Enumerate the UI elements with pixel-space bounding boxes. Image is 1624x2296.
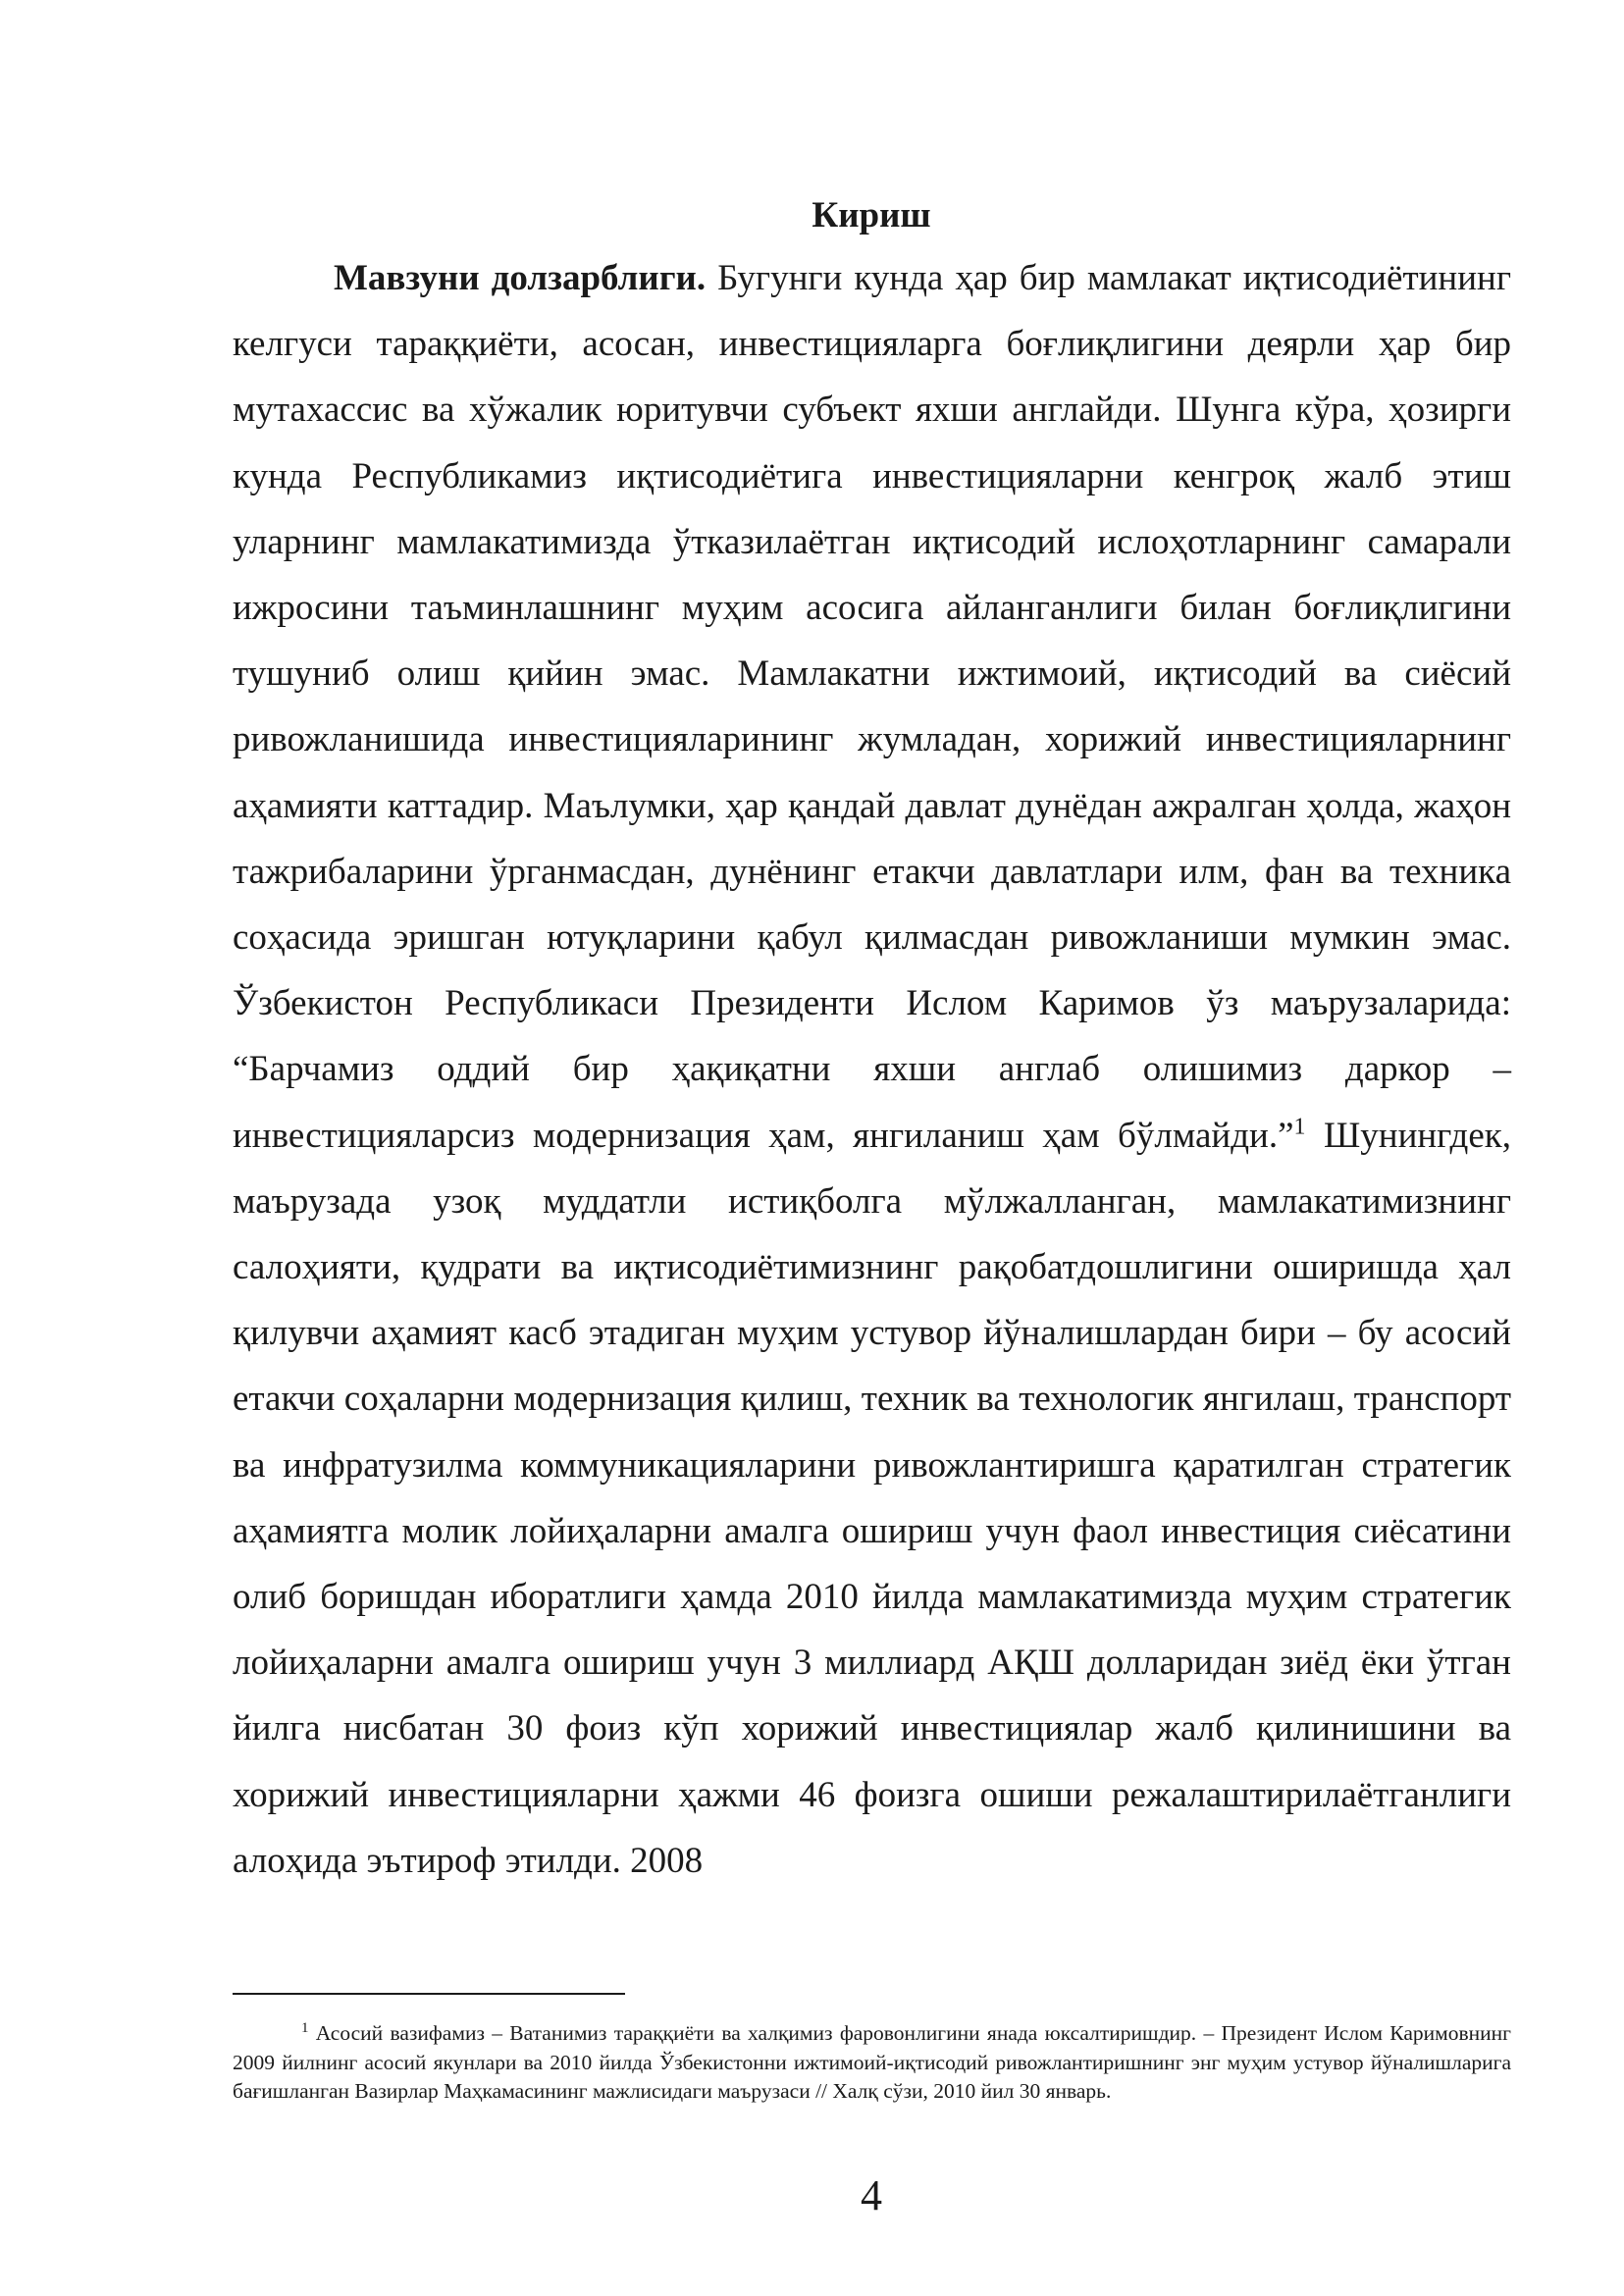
footnote-text: Асосий вазифамиз – Ватанимиз тараққиёти ва халқимиз фаровонлигини янада юксалтиришдир. – Президент Ислом Каримовнинг 2009 йилнинг асосий якунлари ва 2010 йилда Ўзбекистонни ижтимоий-иқтисодий ривожлантиришнинг энг муҳим устувор йўналишларига бағишланган Вазирлар Маҳкамасининг мажлисидаги маърузаси // Халқ сўзи, 2010 йил 30 январь. bbox=[233, 2021, 1511, 2103]
section-heading: Кириш bbox=[812, 195, 931, 235]
footnote-separator bbox=[233, 1993, 625, 1995]
footnote bbox=[233, 2019, 1511, 2107]
footnote-marker: 1 bbox=[301, 2019, 309, 2036]
paragraph-text-part2: Шунингдек, маърузада узоқ муддатли истиқболга мўлжалланган, мамлакатимизнинг салоҳияти, қудрати ва иқтисодиётимизнинг рақобатдошлигини оширишда ҳал қилувчи аҳамият касб этадиган муҳим устувор йўналишлардан бири – бу асосий етакчи соҳаларни модернизация қилиш, техник ва технологик янгилаш, транспорт ва инфратузилма коммуникацияларини ривожлантиришга қаратилган стратегик аҳамиятга молик лойиҳаларни амалга ошириш учун фаол инвестиция сиёсатини олиб боришдан иборатлиги ҳамда 2010 йилда мамлакатимизда муҳим стратегик лойиҳаларни амалга ошириш учун 3 миллиард АҚШ долларидан зиёд ёки ўтган йилга нисбатан 30 фоиз кўп хорижий инвестициялар жалб қилинишини ва хорижий инвестицияларни ҳажми 46 фоизга ошиши режалаштирилаётганлиги алоҳида эътироф этилди. 2008 bbox=[233, 1115, 1511, 1881]
paragraph-lead: Мавзуни долзарблиги. bbox=[334, 258, 707, 298]
body-paragraph bbox=[233, 245, 1511, 1894]
paragraph-text-part1: Бугунги кунда ҳар бир мамлакат иқтисодиётининг келгуси тараққиёти, асосан, инвестицияларга боғлиқлигини деярли ҳар бир мутахассис ва хўжалик юритувчи субъект яхши англайди. Шунга кўра, ҳозирги кунда Республикамиз иқтисодиётига инвестицияларни кенгроқ жалб этиш уларнинг мамлакатимизда ўтказилаётган иқтисодий ислоҳотларнинг самарали ижросини таъминлашнинг муҳим асосига айланганлиги билан боғлиқлигини тушуниб олиш қийин эмас. Мамлакатни ижтимоий, иқтисодий ва сиёсий ривожланишида инвестицияларининг жумладан, хорижий инвестицияларнинг аҳамияти каттадир. Маълумки, ҳар қандай давлат дунёдан ажралган ҳолда, жаҳон тажрибаларини ўрганмасдан, дунёнинг етакчи давлатлари илм, фан ва техника соҳасида эришган ютуқларини қабул қилмасдан ривожланиши мумкин эмас. Ўзбекистон Республикаси Президенти Ислом Каримов ўз маърузаларида: “Барчамиз оддий бир ҳақиқатни яхши англаб олишимиз даркор – инвестицияларсиз модернизация ҳам, янгиланиш ҳам бўлмайди.” bbox=[233, 258, 1512, 1156]
footnote-reference[interactable]: 1 bbox=[1293, 1114, 1306, 1140]
page-number: 4 bbox=[861, 2171, 882, 2219]
